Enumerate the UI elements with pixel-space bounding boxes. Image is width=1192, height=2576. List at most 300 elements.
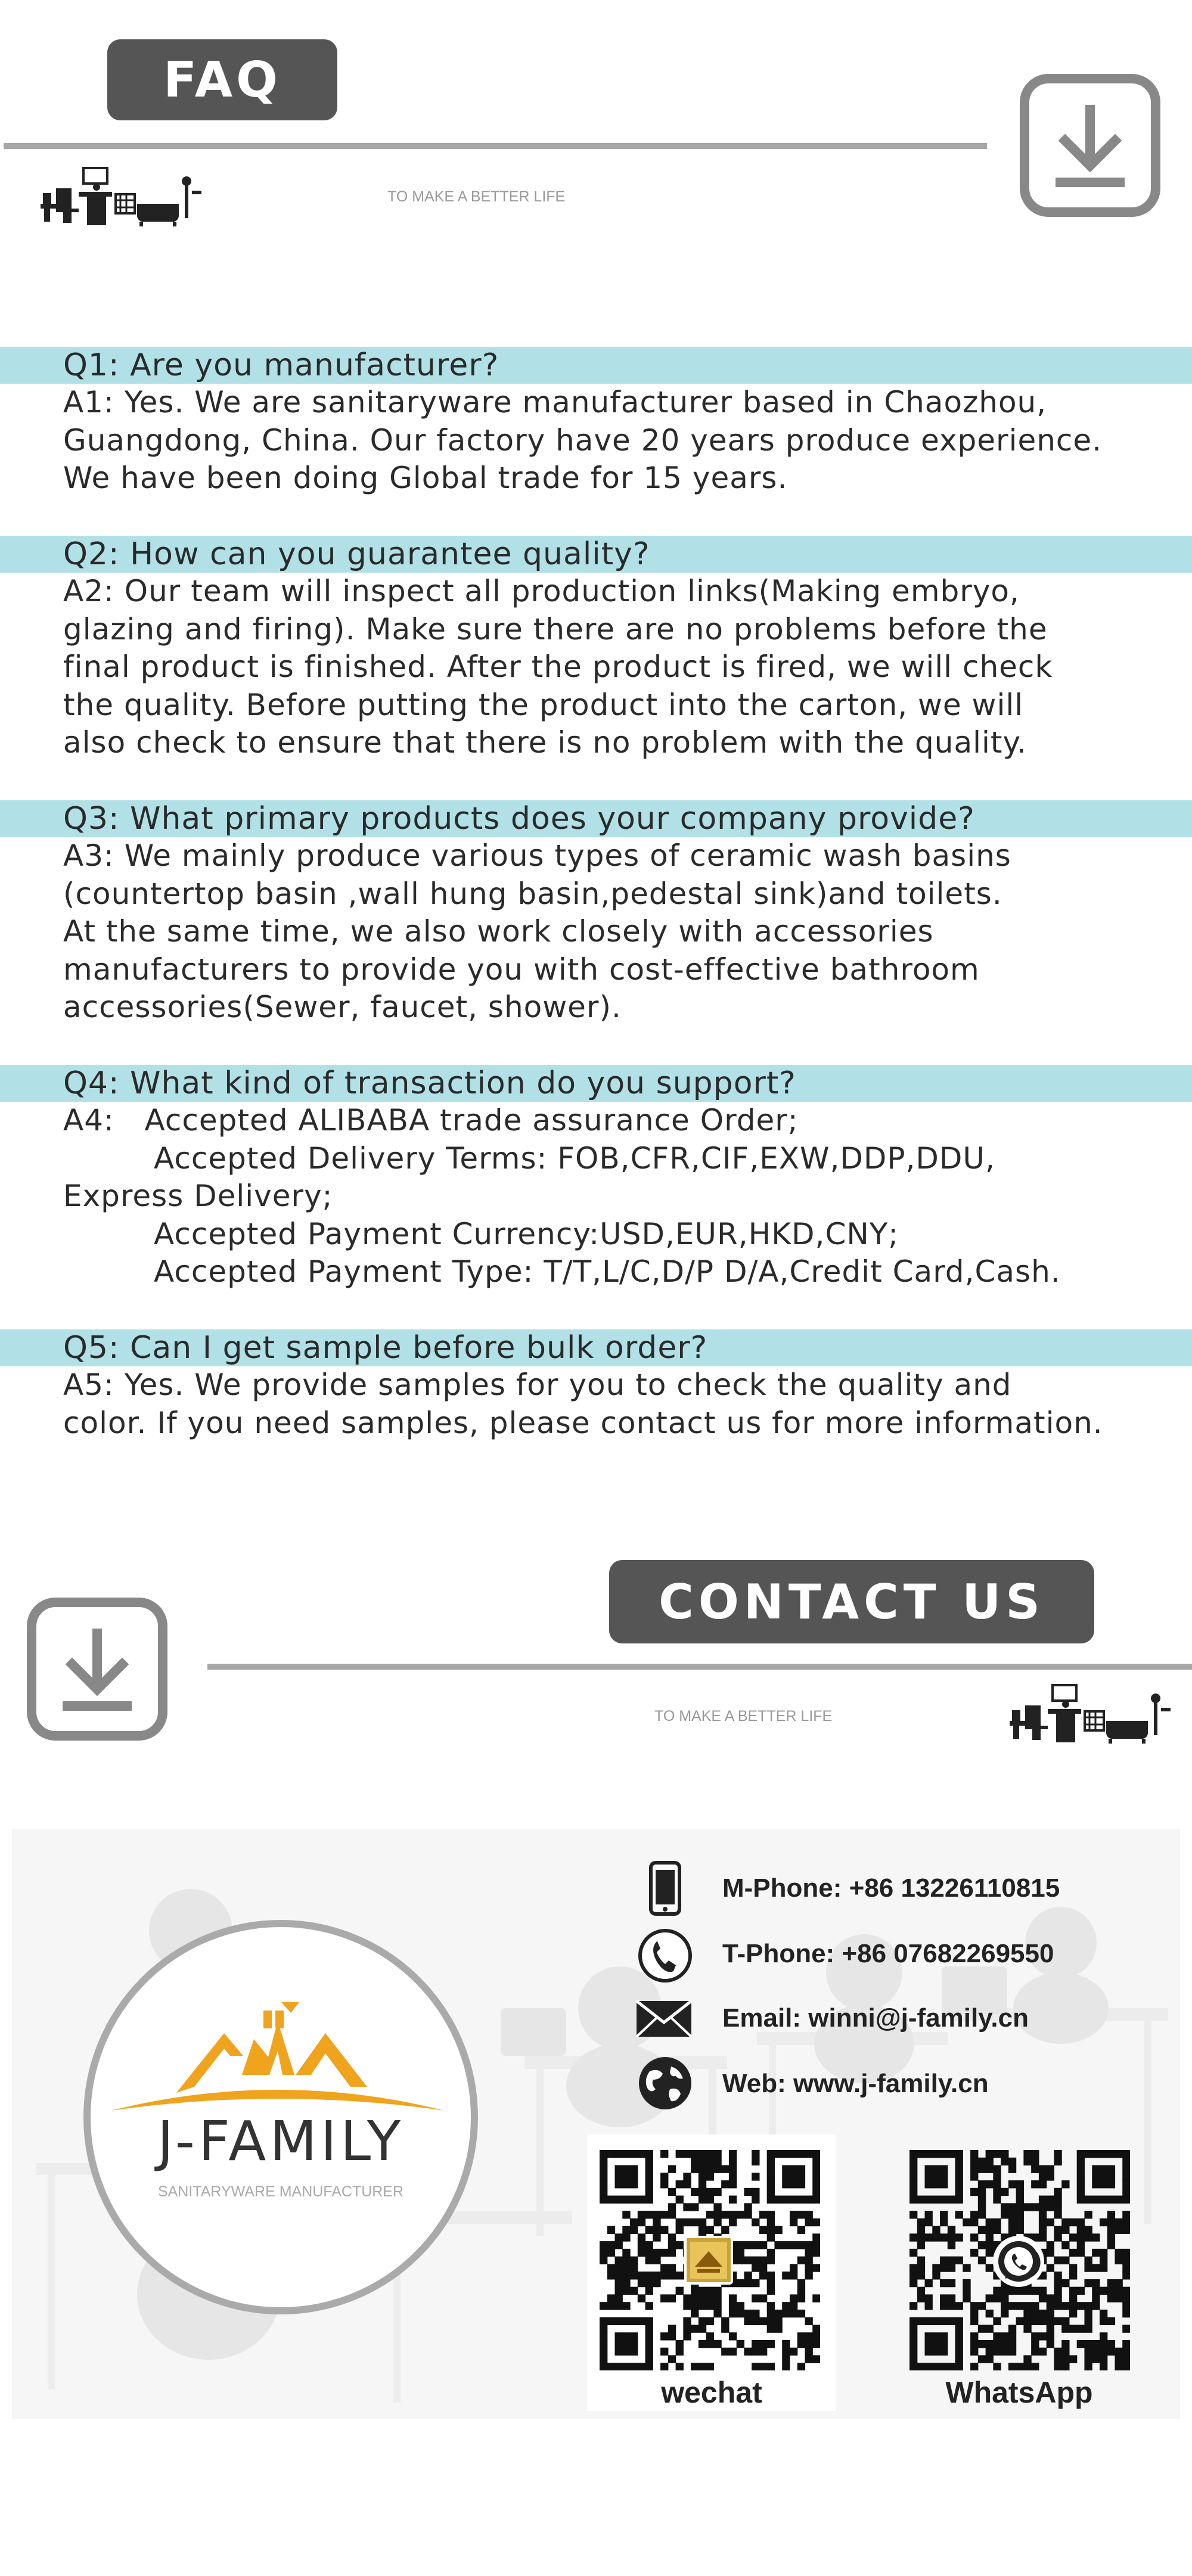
- qr-module: [630, 2257, 638, 2264]
- qr-module: [676, 2218, 684, 2226]
- qr-module: [1001, 2302, 1008, 2310]
- qr-module: [713, 2203, 721, 2211]
- qr-module: [759, 2348, 767, 2356]
- qr-module: [797, 2340, 805, 2348]
- qr-module: [805, 2241, 812, 2249]
- qr-module: [729, 2196, 737, 2204]
- qr-module: [630, 2150, 638, 2158]
- qr-module: [600, 2363, 607, 2370]
- qr-module: [691, 2158, 699, 2165]
- qr-module: [1100, 2340, 1107, 2348]
- qr-module: [683, 2317, 691, 2325]
- qr-module: [978, 2180, 986, 2188]
- qr-module: [1023, 2310, 1031, 2317]
- qr-module: [645, 2332, 653, 2340]
- qr-module: [1047, 2264, 1054, 2272]
- qr-module: [668, 2241, 676, 2249]
- qr-module: [790, 2211, 797, 2218]
- qr-module: [759, 2241, 767, 2249]
- qr-module: [948, 2233, 955, 2241]
- qr-module: [1031, 2363, 1039, 2370]
- qr-module: [1092, 2173, 1100, 2180]
- qr-module: [948, 2279, 955, 2287]
- qr-module: [1107, 2196, 1115, 2204]
- qr-module: [925, 2233, 933, 2241]
- qr-module: [1031, 2158, 1039, 2165]
- answer-line: also check to ensure that there is no problem with the quality.: [63, 725, 1027, 760]
- website-text[interactable]: Web: www.j-family.cn: [722, 2069, 989, 2098]
- qr-module: [955, 2325, 963, 2332]
- qr-module: [782, 2355, 790, 2363]
- qr-module: [986, 2294, 994, 2302]
- qr-module: [767, 2363, 775, 2370]
- qr-module: [1100, 2355, 1107, 2363]
- qr-module: [970, 2348, 978, 2356]
- qr-module: [683, 2294, 691, 2302]
- qr-module: [948, 2264, 955, 2272]
- qr-module: [1115, 2249, 1122, 2257]
- qr-module: [1122, 2294, 1130, 2302]
- answer-line: A2: Our team will inspect all production links(Making embryo,: [63, 574, 1020, 608]
- qr-module: [1122, 2226, 1130, 2234]
- qr-module: [744, 2211, 752, 2218]
- qr-module: [1100, 2363, 1107, 2370]
- qr-module: [607, 2363, 615, 2370]
- qr-module: [699, 2226, 706, 2234]
- qr-module: [645, 2279, 653, 2287]
- qr-module: [805, 2348, 812, 2356]
- qr-module: [978, 2241, 986, 2249]
- qr-module: [1047, 2332, 1054, 2340]
- qr-module: [1008, 2363, 1016, 2370]
- qr-module: [782, 2302, 790, 2310]
- qr-module: [1115, 2363, 1122, 2370]
- qr-module: [1054, 2226, 1061, 2234]
- qr-module: [737, 2257, 744, 2264]
- qr-module: [706, 2317, 714, 2325]
- qr-module: [774, 2196, 782, 2204]
- qr-module: [948, 2317, 955, 2325]
- qr-module: [622, 2233, 630, 2241]
- qr-module: [630, 2196, 638, 2204]
- qr-module: [955, 2257, 963, 2264]
- qr-module: [638, 2218, 645, 2226]
- qr-module: [630, 2287, 638, 2295]
- qr-module: [993, 2332, 1001, 2340]
- qr-module: [1122, 2196, 1130, 2204]
- qr-module: [805, 2150, 812, 2158]
- qr-module: [1069, 2325, 1077, 2332]
- answer-line: accessories(Sewer, faucet, shower).: [63, 990, 622, 1024]
- qr-module: [940, 2218, 948, 2226]
- qr-module: [759, 2211, 767, 2218]
- qr-module: [1001, 2332, 1008, 2340]
- qr-module: [1039, 2226, 1047, 2234]
- qr-module: [1008, 2287, 1016, 2295]
- qr-module: [767, 2211, 775, 2218]
- qr-module: [1054, 2302, 1061, 2310]
- qr-module: [790, 2218, 797, 2226]
- qr-module: [978, 2158, 986, 2165]
- qr-module: [645, 2150, 653, 2158]
- qr-module: [955, 2188, 963, 2196]
- qr-module: [622, 2226, 630, 2234]
- qr-module: [1054, 2294, 1061, 2302]
- qr-module: [782, 2272, 790, 2279]
- qr-module: [752, 2279, 759, 2287]
- qr-module: [993, 2226, 1001, 2234]
- answer-2: [63, 573, 1190, 762]
- download-button-bottom[interactable]: [27, 1598, 167, 1741]
- qr-module: [737, 2211, 744, 2218]
- qr-module: [660, 2332, 668, 2340]
- qr-module: [917, 2233, 925, 2241]
- qr-module: [917, 2218, 925, 2226]
- qr-module: [600, 2257, 607, 2264]
- faq-title: FAQ: [163, 51, 281, 108]
- qr-module: [752, 2348, 759, 2356]
- qr-module: [1008, 2218, 1016, 2226]
- qr-module: [622, 2340, 630, 2348]
- qr-module: [970, 2340, 978, 2348]
- qr-module: [645, 2241, 653, 2249]
- qr-module: [1092, 2287, 1100, 2295]
- qr-module: [645, 2317, 653, 2325]
- qr-module: [1001, 2340, 1008, 2348]
- qr-module: [909, 2211, 917, 2218]
- qr-module: [699, 2340, 706, 2348]
- qr-module: [797, 2294, 805, 2302]
- qr-module: [993, 2294, 1001, 2302]
- faq-tagline: TO MAKE A BETTER LIFE: [387, 188, 566, 205]
- globe-icon: [637, 2055, 694, 2112]
- qr-module: [797, 2363, 805, 2370]
- qr-module: [790, 2173, 797, 2180]
- qr-module: [615, 2287, 623, 2295]
- qr-module: [1084, 2196, 1092, 2204]
- qr-module: [978, 2188, 986, 2196]
- qr-module: [1069, 2264, 1077, 2272]
- qr-module: [622, 2287, 630, 2295]
- qr-module: [1031, 2332, 1039, 2340]
- answer-line: color. If you need samples, please contact us for more information.: [63, 1405, 1103, 1440]
- qr-module: [607, 2196, 615, 2204]
- qr-module: [790, 2241, 797, 2249]
- qr-module: [729, 2348, 737, 2356]
- qr-module: [1115, 2226, 1122, 2234]
- qr-module: [653, 2218, 660, 2226]
- qr-module: [676, 2340, 684, 2348]
- qr-module: [970, 2150, 978, 2158]
- qr-module: [1054, 2188, 1061, 2196]
- qr-module: [1023, 2158, 1031, 2165]
- qr-module: [1039, 2196, 1047, 2204]
- qr-module: [782, 2196, 790, 2204]
- qr-module: [948, 2226, 955, 2234]
- qr-module: [668, 2355, 676, 2363]
- qr-module: [767, 2150, 775, 2158]
- qr-module: [1061, 2226, 1069, 2234]
- qr-module: [600, 2348, 607, 2356]
- qr-module: [1039, 2310, 1047, 2317]
- qr-module: [909, 2180, 917, 2188]
- qr-module: [1092, 2150, 1100, 2158]
- qr-module: [737, 2340, 744, 2348]
- qr-module: [1061, 2279, 1069, 2287]
- qr-module: [744, 2310, 752, 2317]
- qr-module: [1107, 2241, 1115, 2249]
- qr-module: [729, 2180, 737, 2188]
- qr-module: [691, 2165, 699, 2173]
- qr-module: [699, 2196, 706, 2204]
- qr-module: [759, 2264, 767, 2272]
- qr-module: [993, 2317, 1001, 2325]
- qr-module: [1084, 2257, 1092, 2264]
- qr-module: [963, 2287, 970, 2295]
- qr-module: [638, 2279, 645, 2287]
- qr-module: [668, 2332, 676, 2340]
- download-button-top[interactable]: [1020, 74, 1160, 217]
- qr-module: [699, 2158, 706, 2165]
- qr-module: [713, 2211, 721, 2218]
- qr-module: [1122, 2257, 1130, 2264]
- qr-module: [917, 2257, 925, 2264]
- qr-module: [1122, 2340, 1130, 2348]
- mobile-phone-icon: [648, 1860, 682, 1916]
- qr-module: [1084, 2279, 1092, 2287]
- qr-module: [925, 2363, 933, 2370]
- qr-module: [790, 2294, 797, 2302]
- qr-module: [993, 2348, 1001, 2356]
- qr-module: [767, 2158, 775, 2165]
- qr-module: [978, 2196, 986, 2204]
- qr-module: [932, 2340, 940, 2348]
- qr-module: [1107, 2150, 1115, 2158]
- qr-module: [683, 2173, 691, 2180]
- qr-module: [645, 2355, 653, 2363]
- qr-module: [1039, 2165, 1047, 2173]
- qr-module: [729, 2310, 737, 2317]
- qr-module: [622, 2249, 630, 2257]
- qr-module: [706, 2158, 714, 2165]
- qr-module: [691, 2363, 699, 2370]
- qr-module: [645, 2226, 653, 2234]
- qr-module: [978, 2203, 986, 2211]
- qr-module: [699, 2173, 706, 2180]
- qr-module: [1016, 2287, 1024, 2295]
- qr-module: [615, 2340, 623, 2348]
- qr-module: [1100, 2287, 1107, 2295]
- qr-module: [615, 2317, 623, 2325]
- qr-module: [1084, 2233, 1092, 2241]
- qr-module: [1122, 2302, 1130, 2310]
- qr-module: [767, 2287, 775, 2295]
- qr-module: [1069, 2355, 1077, 2363]
- qr-module: [622, 2196, 630, 2204]
- qr-module: [706, 2188, 714, 2196]
- logo-subtitle: SANITARYWARE MANUFACTURER: [157, 2183, 404, 2200]
- qr-module: [782, 2363, 790, 2370]
- qr-module: [607, 2302, 615, 2310]
- qr-module: [737, 2241, 744, 2249]
- qr-module: [752, 2196, 759, 2204]
- telephone-text: T-Phone: +86 07682269550: [722, 1939, 1054, 1968]
- qr-module: [909, 2188, 917, 2196]
- qr-module: [1069, 2287, 1077, 2295]
- qr-module: [1077, 2188, 1085, 2196]
- qr-module: [948, 2150, 955, 2158]
- qr-module: [812, 2355, 820, 2363]
- qr-module: [1054, 2257, 1061, 2264]
- qr-module: [1100, 2310, 1107, 2317]
- qr-module: [909, 2348, 917, 2356]
- answer-line: Accepted Payment Currency:USD,EUR,HKD,CNY;: [63, 1216, 899, 1251]
- qr-module: [1054, 2150, 1061, 2158]
- qr-module: [1047, 2203, 1054, 2211]
- qr-module: [932, 2272, 940, 2279]
- qr-module: [812, 2150, 820, 2158]
- qr-module: [1077, 2226, 1085, 2234]
- qr-module: [706, 2332, 714, 2340]
- qr-module: [932, 2317, 940, 2325]
- qr-module: [955, 2233, 963, 2241]
- qr-module: [1069, 2233, 1077, 2241]
- qr-module: [615, 2233, 623, 2241]
- whatsapp-label: WhatsApp: [945, 2376, 1093, 2409]
- qr-module: [805, 2332, 812, 2340]
- qr-module: [1008, 2165, 1016, 2173]
- qr-module: [713, 2294, 721, 2302]
- qr-module: [909, 2233, 917, 2241]
- qr-module: [955, 2332, 963, 2340]
- answer-line: We have been doing Global trade for 15 years.: [63, 461, 788, 495]
- qr-module: [615, 2196, 623, 2204]
- email-text[interactable]: Email: winni@j-family.cn: [722, 2003, 1029, 2033]
- qr-module: [797, 2165, 805, 2173]
- qr-module: [909, 2279, 917, 2287]
- qr-module: [767, 2249, 775, 2257]
- qr-module: [1100, 2257, 1107, 2264]
- qr-module: [805, 2218, 812, 2226]
- qr-module: [909, 2249, 917, 2257]
- qr-module: [630, 2226, 638, 2234]
- qr-module: [683, 2325, 691, 2332]
- qr-module: [986, 2158, 994, 2165]
- qr-module: [909, 2158, 917, 2165]
- qr-module: [645, 2249, 653, 2257]
- qr-module: [1077, 2150, 1085, 2158]
- qr-module: [955, 2173, 963, 2180]
- qr-module: [1100, 2218, 1107, 2226]
- qr-module: [1031, 2165, 1039, 2173]
- qr-module: [1031, 2180, 1039, 2188]
- qr-module: [638, 2294, 645, 2302]
- qr-module: [645, 2188, 653, 2196]
- qr-module: [676, 2272, 684, 2279]
- qr-module: [630, 2332, 638, 2340]
- qr-module: [600, 2150, 607, 2158]
- qr-module: [909, 2317, 917, 2325]
- qr-module: [1047, 2218, 1054, 2226]
- mobile-phone-text: M-Phone: +86 13226110815: [722, 1873, 1060, 1903]
- qr-module: [668, 2264, 676, 2272]
- qr-module: [660, 2363, 668, 2370]
- qr-module: [1122, 2310, 1130, 2317]
- qr-module: [1092, 2294, 1100, 2302]
- qr-module: [782, 2340, 790, 2348]
- qr-module: [737, 2302, 744, 2310]
- qr-module: [986, 2340, 994, 2348]
- qr-module: [1077, 2249, 1085, 2257]
- qr-module: [955, 2158, 963, 2165]
- qr-module: [790, 2302, 797, 2310]
- qr-module: [782, 2180, 790, 2188]
- qr-module: [1100, 2165, 1107, 2173]
- qr-module: [1069, 2249, 1077, 2257]
- answer-3: [63, 837, 1190, 1027]
- qr-module: [940, 2294, 948, 2302]
- qr-module: [691, 2310, 699, 2317]
- qr-module: [653, 2272, 660, 2279]
- qr-module: [970, 2218, 978, 2226]
- qr-module: [963, 2294, 970, 2302]
- qr-module: [1047, 2249, 1054, 2257]
- qr-module: [767, 2302, 775, 2310]
- qr-module: [782, 2348, 790, 2356]
- qr-module: [1077, 2241, 1085, 2249]
- qr-module: [805, 2196, 812, 2204]
- qr-module: [948, 2257, 955, 2264]
- qr-module: [805, 2264, 812, 2272]
- answer-5: [63, 1366, 1190, 1442]
- qr-module: [1069, 2272, 1077, 2279]
- email-envelope-icon: [634, 1999, 694, 2039]
- qr-module: [638, 2272, 645, 2279]
- qr-module: [1107, 2226, 1115, 2234]
- qr-module: [1008, 2302, 1016, 2310]
- qr-module: [1092, 2302, 1100, 2310]
- qr-module: [1023, 2325, 1031, 2332]
- qr-module: [978, 2211, 986, 2218]
- qr-module: [630, 2348, 638, 2356]
- qr-module: [790, 2272, 797, 2279]
- qr-module: [645, 2325, 653, 2332]
- qr-module: [1092, 2348, 1100, 2356]
- qr-module: [699, 2218, 706, 2226]
- qr-module: [1061, 2241, 1069, 2249]
- qr-module: [1077, 2173, 1085, 2180]
- qr-module: [963, 2264, 970, 2272]
- qr-module: [653, 2233, 660, 2241]
- qr-module: [970, 2173, 978, 2180]
- qr-module: [790, 2264, 797, 2272]
- qr-module: [1077, 2287, 1085, 2295]
- qr-module: [932, 2165, 940, 2173]
- qr-module: [752, 2158, 759, 2165]
- qr-module: [940, 2180, 948, 2188]
- qr-module: [759, 2317, 767, 2325]
- qr-module: [993, 2150, 1001, 2158]
- qr-module: [940, 2302, 948, 2310]
- qr-module: [1001, 2158, 1008, 2165]
- qr-module: [706, 2340, 714, 2348]
- qr-module: [752, 2363, 759, 2370]
- qr-module: [600, 2340, 607, 2348]
- qr-module: [909, 2196, 917, 2204]
- qr-module: [1077, 2180, 1085, 2188]
- qr-module: [970, 2302, 978, 2310]
- qr-module: [767, 2233, 775, 2241]
